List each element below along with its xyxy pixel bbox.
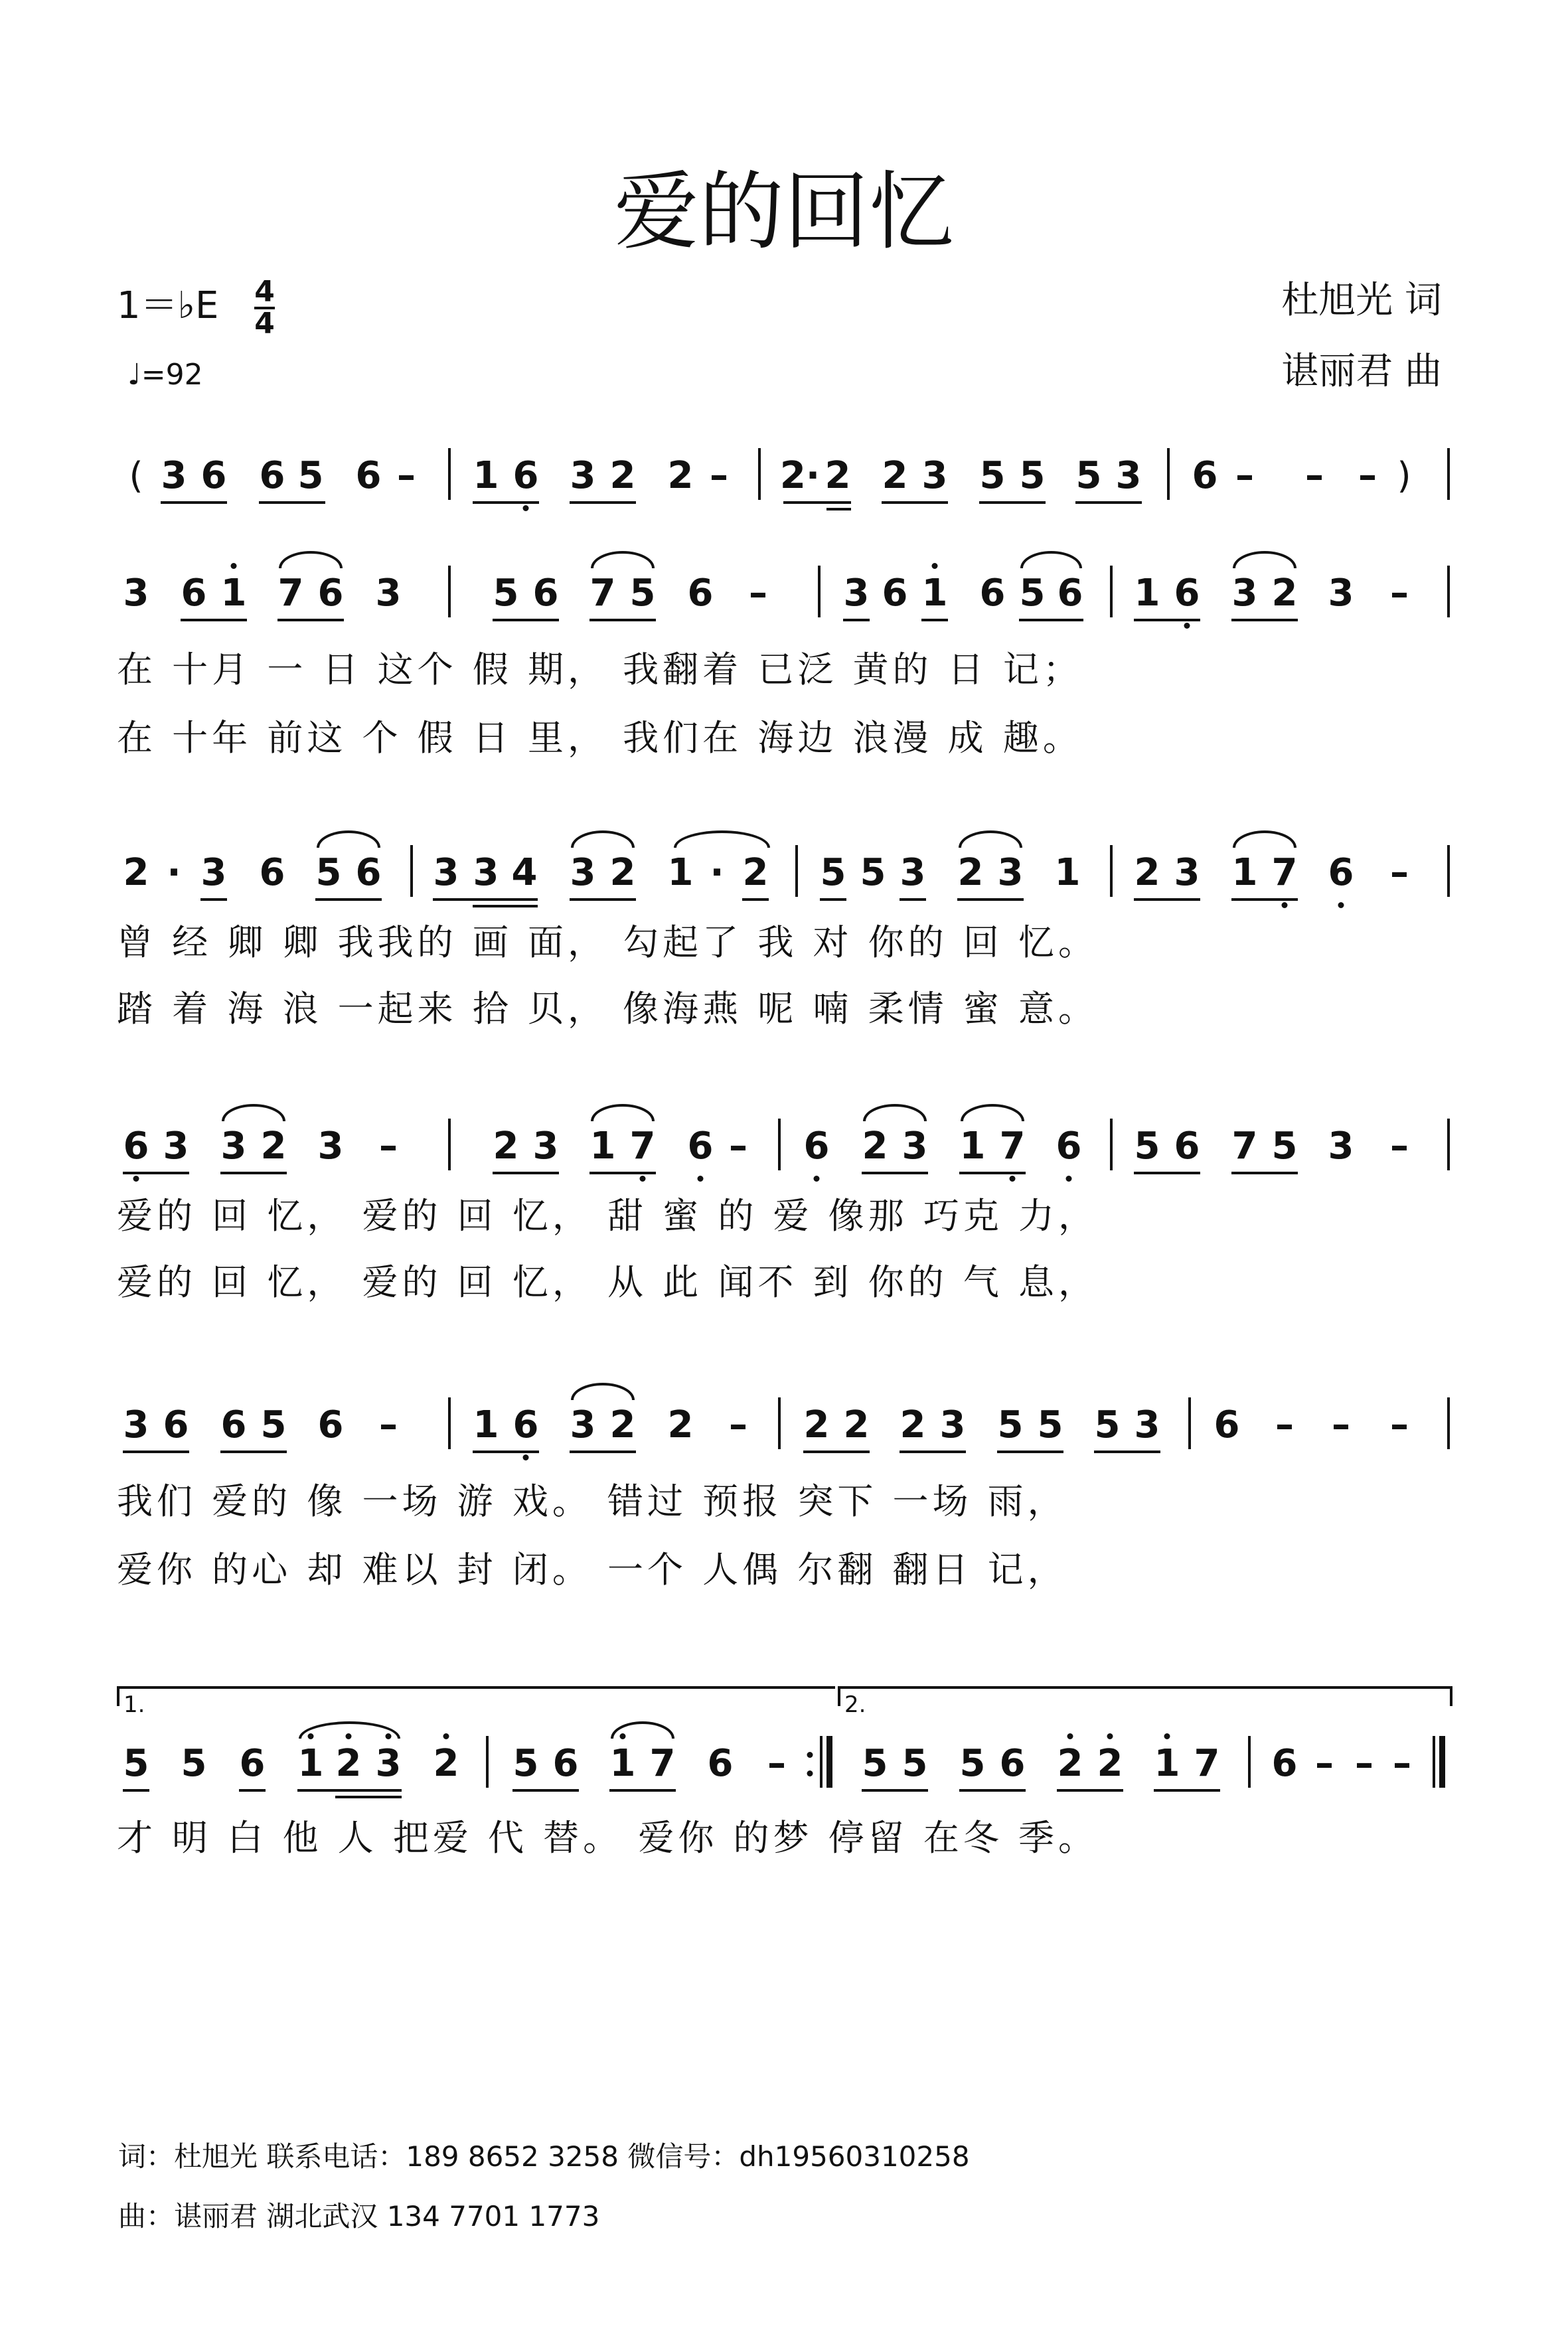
note: 3 xyxy=(570,851,596,894)
note: 3 xyxy=(161,454,187,497)
notation-line xyxy=(0,572,1568,636)
note: 1 xyxy=(1154,1742,1180,1785)
note: 3 xyxy=(123,572,149,615)
note: 3 xyxy=(220,1125,247,1168)
note: 6 xyxy=(259,454,285,497)
note: 3 xyxy=(532,1125,559,1168)
note: 1 xyxy=(1054,851,1081,894)
note: 4 xyxy=(511,851,538,894)
note: 6 xyxy=(1214,1403,1240,1447)
underline xyxy=(200,898,227,901)
note: 3 xyxy=(200,851,227,894)
time-signature-bottom: 4 xyxy=(254,307,275,341)
note: 6 xyxy=(552,1742,579,1785)
note: ( xyxy=(129,455,143,497)
note: 5 xyxy=(297,454,324,497)
note: 7 xyxy=(277,572,304,615)
barline xyxy=(1447,566,1450,617)
barline xyxy=(758,448,761,500)
lower-octave-dot xyxy=(698,1176,704,1182)
note: 5 xyxy=(493,572,519,615)
note: 5 xyxy=(997,1403,1024,1447)
note: 6 xyxy=(317,572,344,615)
barline xyxy=(1188,1397,1191,1449)
key-and-time-signature xyxy=(117,277,275,339)
dash: – xyxy=(1390,1125,1409,1168)
dash: – xyxy=(1355,1742,1373,1785)
note: 5 xyxy=(1037,1403,1063,1447)
note: 6 xyxy=(1056,1125,1082,1168)
note: 5 xyxy=(260,1403,287,1447)
note: 2 xyxy=(843,1403,870,1447)
underline xyxy=(1075,501,1142,504)
score-system-2 xyxy=(0,852,1568,1051)
note: 2 xyxy=(123,851,149,894)
slur xyxy=(674,830,770,848)
note: 6 xyxy=(239,1742,266,1785)
upper-octave-dot xyxy=(932,563,938,569)
upper-octave-dot xyxy=(443,1733,449,1739)
underline xyxy=(315,898,382,901)
note: 6 xyxy=(687,1125,714,1168)
dash: – xyxy=(397,454,416,497)
underline xyxy=(997,1450,1063,1453)
upper-octave-dot xyxy=(1067,1733,1073,1739)
underline xyxy=(957,898,1024,901)
note: 6 xyxy=(999,1742,1026,1785)
underline xyxy=(161,501,227,504)
underline xyxy=(1019,619,1083,621)
barline xyxy=(448,566,451,617)
final-barline xyxy=(1439,1736,1445,1788)
note: 5 xyxy=(959,1742,986,1785)
lyric-line-1: 才 明 白 他 人 把爱 代 替。 爱你 的梦 停留 在冬 季。 xyxy=(117,1817,1098,1859)
lower-octave-dot xyxy=(1338,902,1344,908)
underline xyxy=(220,1450,287,1453)
note: 7 xyxy=(1271,851,1298,894)
repeat-barline xyxy=(826,1736,832,1788)
note: 3 xyxy=(570,454,596,497)
double-underline xyxy=(335,1796,402,1798)
note: 5 xyxy=(512,1742,539,1785)
note: 6 xyxy=(220,1403,247,1447)
underline xyxy=(900,1450,966,1453)
dash: – xyxy=(749,572,767,615)
time-signature xyxy=(254,277,275,339)
underline xyxy=(493,619,559,621)
underline xyxy=(589,619,656,621)
note: 2 xyxy=(433,1742,459,1785)
song-title: 爱的回忆 xyxy=(613,163,954,262)
barline xyxy=(1447,448,1450,500)
underline xyxy=(1134,898,1200,901)
slur xyxy=(299,1721,400,1739)
underline xyxy=(783,501,851,504)
dot: · xyxy=(710,851,724,894)
dash: – xyxy=(1275,1403,1294,1447)
note: 6 xyxy=(1174,1125,1200,1168)
note: 7 xyxy=(1194,1742,1220,1785)
note: 5 xyxy=(902,1742,928,1785)
lyricist-credit: 杜旭光 词 xyxy=(1281,279,1442,322)
barline xyxy=(448,448,451,500)
note: 2 xyxy=(1271,572,1298,615)
underline xyxy=(1057,1789,1123,1792)
note: 5 xyxy=(820,851,846,894)
lower-octave-dot xyxy=(640,1176,646,1182)
note: 1 xyxy=(473,454,499,497)
underline xyxy=(862,1789,928,1792)
lower-octave-dot xyxy=(1282,902,1288,908)
composer-contact: 曲：谌丽君 湖北武汉 134 7701 1773 xyxy=(118,2200,600,2233)
underline xyxy=(433,898,538,901)
note: 3 xyxy=(163,1125,189,1168)
note: ) xyxy=(1397,455,1411,497)
note: 6 xyxy=(355,851,382,894)
note: 6 xyxy=(882,572,908,615)
underline xyxy=(843,619,870,621)
note: 2 xyxy=(609,851,636,894)
underline xyxy=(570,898,636,901)
note: 2 xyxy=(824,454,851,497)
note: 2· xyxy=(779,454,821,497)
note: 6 xyxy=(259,851,285,894)
dot: · xyxy=(167,851,181,894)
barline xyxy=(410,845,413,897)
slur xyxy=(1233,830,1296,848)
note: 6 xyxy=(1174,572,1200,615)
dash: – xyxy=(379,1403,398,1447)
note: 1 xyxy=(297,1742,324,1785)
barline xyxy=(1447,1119,1450,1170)
note: 5 xyxy=(860,851,886,894)
lyric-line-2: 在 十年 前这 个 假 日 里， 我们在 海边 浪漫 成 趣。 xyxy=(117,717,1083,759)
note: 7 xyxy=(649,1742,676,1785)
note: 1 xyxy=(959,1125,986,1168)
slur xyxy=(611,1721,674,1739)
note: 6 xyxy=(1328,851,1354,894)
underline xyxy=(820,898,846,901)
slur xyxy=(959,830,1022,848)
barline xyxy=(795,845,798,897)
note: 7 xyxy=(999,1125,1026,1168)
dash: – xyxy=(1390,851,1409,894)
dash: – xyxy=(1235,454,1254,497)
slur xyxy=(571,830,635,848)
barline xyxy=(486,1736,489,1788)
score-system-1 xyxy=(0,572,1568,771)
note: 6 xyxy=(317,1403,344,1447)
note: 3 xyxy=(1174,851,1200,894)
dash: – xyxy=(1305,454,1324,497)
lyric-line-2: 爱你 的心 却 难以 封 闭。 一个 人偶 尔翻 翻日 记， xyxy=(117,1549,1067,1591)
note: 2 xyxy=(1134,851,1160,894)
underline xyxy=(473,1450,539,1453)
note: 2 xyxy=(609,454,636,497)
note: 5 xyxy=(1094,1403,1121,1447)
upper-octave-dot xyxy=(231,563,237,569)
note: 6 xyxy=(979,572,1006,615)
note: 3 xyxy=(902,1125,928,1168)
note: 6 xyxy=(1192,454,1218,497)
underline xyxy=(803,1450,870,1453)
barline xyxy=(1110,845,1113,897)
note: 3 xyxy=(997,851,1024,894)
dash: – xyxy=(1358,454,1377,497)
lower-octave-dot xyxy=(1066,1176,1072,1182)
lower-octave-dot xyxy=(1184,623,1190,629)
note: 1 xyxy=(473,1403,499,1447)
note: 1 xyxy=(609,1742,636,1785)
note: 2 xyxy=(957,851,984,894)
note: 1 xyxy=(667,851,694,894)
notation-line xyxy=(0,1743,1568,1806)
note: 2 xyxy=(882,454,908,497)
underline xyxy=(589,1172,656,1174)
note: 2 xyxy=(1097,1742,1123,1785)
note: 3 xyxy=(375,572,402,615)
note: 2 xyxy=(335,1742,362,1785)
note: 3 xyxy=(900,851,926,894)
slur xyxy=(571,1383,635,1400)
barline xyxy=(1110,1119,1113,1170)
note: 6 xyxy=(123,1125,149,1168)
dash: – xyxy=(729,1403,747,1447)
note: 5 xyxy=(315,851,342,894)
lyric-line-2: 踏 着 海 浪 一起来 拾 贝， 像海燕 呢 喃 柔情 蜜 意。 xyxy=(117,988,1098,1030)
first-ending-label: 1. xyxy=(123,1691,145,1718)
underline xyxy=(862,1172,928,1174)
lyricist-contact: 词：杜旭光 联系电话：189 8652 3258 微信号：dh19560310258 xyxy=(118,2140,970,2173)
note: 6 xyxy=(512,454,539,497)
note: 3 xyxy=(375,1742,402,1785)
note: 3 xyxy=(473,851,499,894)
underline xyxy=(123,1172,189,1174)
underline xyxy=(123,1789,149,1792)
note: 2 xyxy=(493,1125,519,1168)
note: 3 xyxy=(433,851,459,894)
underline xyxy=(1094,1450,1160,1453)
note: 2 xyxy=(609,1403,636,1447)
dash: – xyxy=(379,1125,398,1168)
second-ending-label: 2. xyxy=(844,1691,866,1718)
barline xyxy=(1433,1736,1435,1788)
note: 3 xyxy=(921,454,948,497)
dash: – xyxy=(710,454,728,497)
repeat-dot xyxy=(807,1770,813,1776)
underline xyxy=(1231,619,1298,621)
underline xyxy=(959,1172,1026,1174)
note: 5 xyxy=(979,454,1006,497)
note: 5 xyxy=(123,1742,149,1785)
lower-octave-dot xyxy=(523,1454,529,1460)
underline xyxy=(473,501,539,504)
underline xyxy=(123,1450,189,1453)
upper-octave-dot xyxy=(1164,1733,1170,1739)
first-ending-bracket xyxy=(117,1686,835,1718)
underline xyxy=(921,619,948,621)
note: 2 xyxy=(742,851,769,894)
note: 7 xyxy=(589,572,616,615)
note: 5 xyxy=(629,572,656,615)
note: 1 xyxy=(589,1125,616,1168)
note: 6 xyxy=(1271,1742,1298,1785)
composer-credit: 谌丽君 曲 xyxy=(1281,350,1442,393)
key-signature: 1＝♭E xyxy=(117,284,219,328)
lyric-line-1: 曾 经 卿 卿 我我的 画 面， 勾起了 我 对 你的 回 忆。 xyxy=(117,921,1098,963)
note: 1 xyxy=(921,572,948,615)
note: 3 xyxy=(843,572,870,615)
underline xyxy=(1154,1789,1220,1792)
note: 3 xyxy=(1328,1125,1354,1168)
tempo-marking: ♩=92 xyxy=(127,358,203,392)
note: 6 xyxy=(200,454,227,497)
underline xyxy=(220,1172,287,1174)
time-signature-top: 4 xyxy=(254,275,275,309)
score-system-5 xyxy=(0,1743,1568,1942)
barline xyxy=(1447,1397,1450,1449)
underline xyxy=(959,1789,1026,1792)
underline xyxy=(1134,1172,1200,1174)
underline xyxy=(512,1789,579,1792)
underline xyxy=(239,1789,266,1792)
barline xyxy=(1447,845,1450,897)
note: 1 xyxy=(220,572,247,615)
note: 5 xyxy=(1075,454,1102,497)
double-underline xyxy=(826,508,851,510)
dash: – xyxy=(1390,1403,1409,1447)
underline xyxy=(297,1789,402,1792)
lyric-line-1: 在 十月 一 日 这个 假 期， 我翻着 已泛 黄的 日 记； xyxy=(117,649,1083,690)
lyric-line-1: 我们 爱的 像 一场 游 戏。 错过 预报 突下 一场 雨， xyxy=(117,1480,1067,1522)
barline xyxy=(778,1119,781,1170)
lyric-line-2: 爱的 回 忆， 爱的 回 忆， 从 此 闻不 到 你的 气 息， xyxy=(117,1261,1098,1303)
underline xyxy=(1231,1172,1298,1174)
note: 2 xyxy=(900,1403,926,1447)
note: 5 xyxy=(1019,572,1046,615)
underline xyxy=(570,1450,636,1453)
note: 3 xyxy=(570,1403,596,1447)
barline xyxy=(778,1397,781,1449)
notation-line xyxy=(0,455,1568,518)
underline xyxy=(900,898,926,901)
note: 5 xyxy=(1019,454,1046,497)
slur xyxy=(317,830,380,848)
barline xyxy=(820,1736,823,1788)
barline xyxy=(1248,1736,1251,1788)
slur xyxy=(961,1104,1024,1121)
lower-octave-dot xyxy=(814,1176,820,1182)
dash: – xyxy=(767,1742,786,1785)
barline xyxy=(818,566,821,617)
underline xyxy=(259,501,325,504)
note: 2 xyxy=(667,454,694,497)
note: 2 xyxy=(667,1403,694,1447)
note: 6 xyxy=(355,454,382,497)
underline xyxy=(493,1172,559,1174)
note: 5 xyxy=(862,1742,888,1785)
underline xyxy=(570,501,636,504)
dash: – xyxy=(1390,572,1409,615)
slur xyxy=(863,1104,927,1121)
note: 2 xyxy=(260,1125,287,1168)
barline xyxy=(448,1119,451,1170)
notation-line xyxy=(0,852,1568,915)
note: 3 xyxy=(1134,1403,1160,1447)
lower-octave-dot xyxy=(523,505,529,511)
repeat-dot xyxy=(807,1752,813,1758)
note: 5 xyxy=(1134,1125,1160,1168)
lower-octave-dot xyxy=(1010,1176,1016,1182)
note: 7 xyxy=(1231,1125,1258,1168)
note: 6 xyxy=(707,1742,734,1785)
score-system-4 xyxy=(0,1404,1568,1603)
note: 5 xyxy=(1271,1125,1298,1168)
dash: – xyxy=(1332,1403,1350,1447)
barline xyxy=(1167,448,1170,500)
dash: – xyxy=(1315,1742,1334,1785)
note: 3 xyxy=(317,1125,344,1168)
underline xyxy=(181,619,247,621)
underline xyxy=(1231,898,1298,901)
underline xyxy=(277,619,344,621)
note: 3 xyxy=(939,1403,966,1447)
note: 7 xyxy=(629,1125,656,1168)
note: 1 xyxy=(1231,851,1258,894)
underline xyxy=(742,898,769,901)
note: 6 xyxy=(163,1403,189,1447)
slur xyxy=(222,1104,285,1121)
note: 6 xyxy=(803,1125,830,1168)
score-system-3 xyxy=(0,1125,1568,1324)
dash: – xyxy=(729,1125,747,1168)
underline xyxy=(609,1789,676,1792)
note: 3 xyxy=(1328,572,1354,615)
notation-line xyxy=(0,1125,1568,1189)
note: 6 xyxy=(512,1403,539,1447)
second-ending-bracket xyxy=(838,1686,1452,1718)
double-underline xyxy=(473,905,538,907)
barline xyxy=(448,1397,451,1449)
note: 2 xyxy=(803,1403,830,1447)
upper-octave-dot xyxy=(1107,1733,1113,1739)
note: 3 xyxy=(123,1403,149,1447)
note: 3 xyxy=(1231,572,1258,615)
note: 6 xyxy=(181,572,207,615)
note: 2 xyxy=(862,1125,888,1168)
lyric-line-1: 爱的 回 忆， 爱的 回 忆， 甜 蜜 的 爱 像那 巧克 力， xyxy=(117,1195,1098,1237)
slur xyxy=(591,1104,655,1121)
note: 2 xyxy=(1057,1742,1083,1785)
note: 3 xyxy=(1115,454,1142,497)
barline xyxy=(1110,566,1113,617)
lower-octave-dot xyxy=(133,1176,139,1182)
note: 1 xyxy=(1134,572,1160,615)
note: 6 xyxy=(687,572,714,615)
underline xyxy=(1134,619,1200,621)
note: 6 xyxy=(1057,572,1083,615)
note: 5 xyxy=(181,1742,207,1785)
note: 6 xyxy=(532,572,559,615)
dash: – xyxy=(1393,1742,1411,1785)
underline xyxy=(979,501,1046,504)
notation-line xyxy=(0,1404,1568,1468)
underline xyxy=(882,501,948,504)
